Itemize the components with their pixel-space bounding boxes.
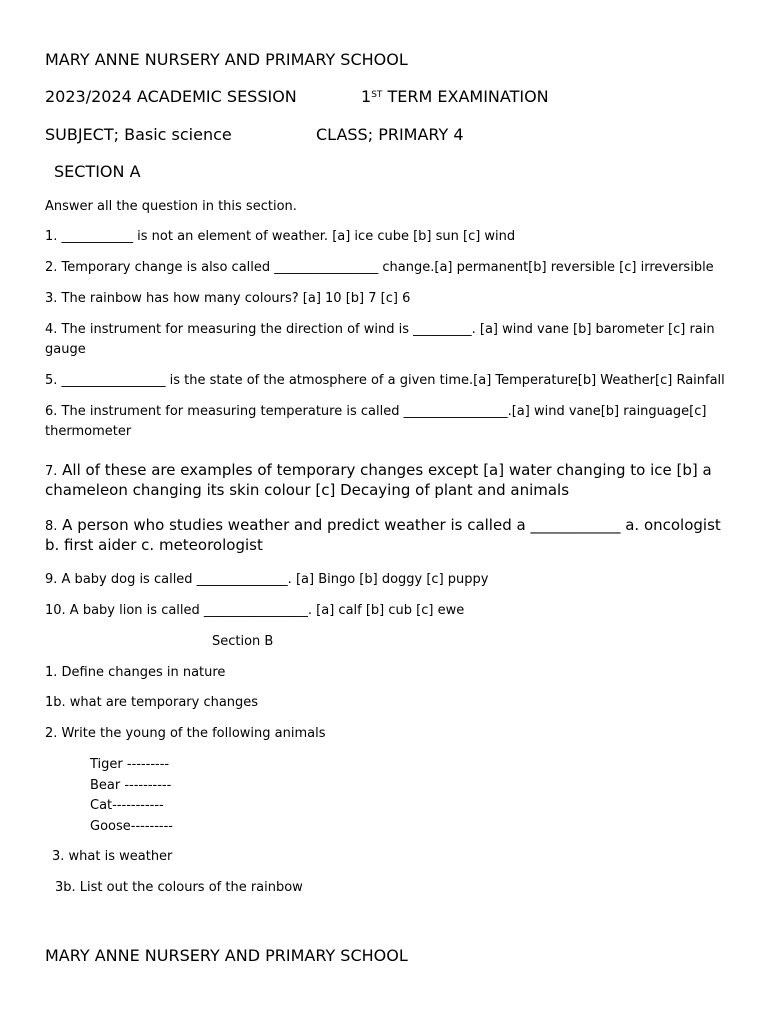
question-1: 1. ___________ is not an element of weather. [a] ice cube [b] sun [c] wind <box>45 229 516 244</box>
question-8 <box>45 516 735 555</box>
term-suffix: ST <box>371 90 383 100</box>
section-b-question-1b: 1b. what are temporary changes <box>45 695 259 710</box>
animal-item-goose: Goose--------- <box>90 819 173 834</box>
subject: SUBJECT; Basic science <box>45 125 232 144</box>
subject-class-line <box>45 124 464 146</box>
question-6: 6. The instrument for measuring temperature is called ________________.[a] wind vane[b] rainguage[c] thermometer <box>45 404 707 439</box>
question-10: 10. A baby lion is called ________________. [a] calf [b] cub [c] ewe <box>45 603 465 618</box>
section-b-question-3: 3. what is weather <box>52 849 173 864</box>
question-7 <box>45 461 735 500</box>
academic-session: 2023/2024 ACADEMIC SESSION <box>45 87 297 106</box>
section-b-question-3b: 3b. List out the colours of the rainbow <box>55 880 303 895</box>
question-4: 4. The instrument for measuring the direction of wind is _________. [a] wind vane [b] barometer [c] rain gauge <box>45 322 715 357</box>
term-title: TERM EXAMINATION <box>382 87 549 106</box>
footer-school-name: MARY ANNE NURSERY AND PRIMARY SCHOOL <box>45 946 408 965</box>
section-b-question-2: 2. Write the young of the following animals <box>45 726 326 741</box>
question-7-text: All of these are examples of temporary changes except [a] water changing to ice [b] a chameleon changing its skin colour [c] Decaying of plant and animals <box>45 461 712 499</box>
section-a-instruction: Answer all the question in this section. <box>45 199 297 214</box>
class: CLASS; PRIMARY 4 <box>316 125 464 144</box>
question-2: 2. Temporary change is also called ________________ change.[a] permanent[b] reversible [c] irreversible <box>45 260 714 275</box>
question-7-number: 7. <box>45 464 58 479</box>
question-8-text: A person who studies weather and predict weather is called a ____________ a. oncologist b. first aider c. meteorologist <box>45 516 721 554</box>
animal-item-bear: Bear ---------- <box>90 778 172 793</box>
section-b-question-1: 1. Define changes in nature <box>45 665 226 680</box>
question-5: 5. ________________ is the state of the atmosphere of a given time.[a] Temperature[b] Weather[c] Rainfall <box>45 373 725 388</box>
section-b-title: Section B <box>212 634 274 649</box>
session-term-line <box>45 86 549 108</box>
term-number: 1 <box>361 87 372 106</box>
question-8-number: 8. <box>45 519 58 534</box>
section-a-title: SECTION A <box>54 162 141 181</box>
question-3: 3. The rainbow has how many colours? [a] 10 [b] 7 [c] 6 <box>45 291 411 306</box>
animal-item-tiger: Tiger --------- <box>90 757 170 772</box>
animal-item-cat: Cat----------- <box>90 798 164 813</box>
question-9: 9. A baby dog is called ______________. [a] Bingo [b] doggy [c] puppy <box>45 572 489 587</box>
school-name: MARY ANNE NURSERY AND PRIMARY SCHOOL <box>45 50 408 69</box>
